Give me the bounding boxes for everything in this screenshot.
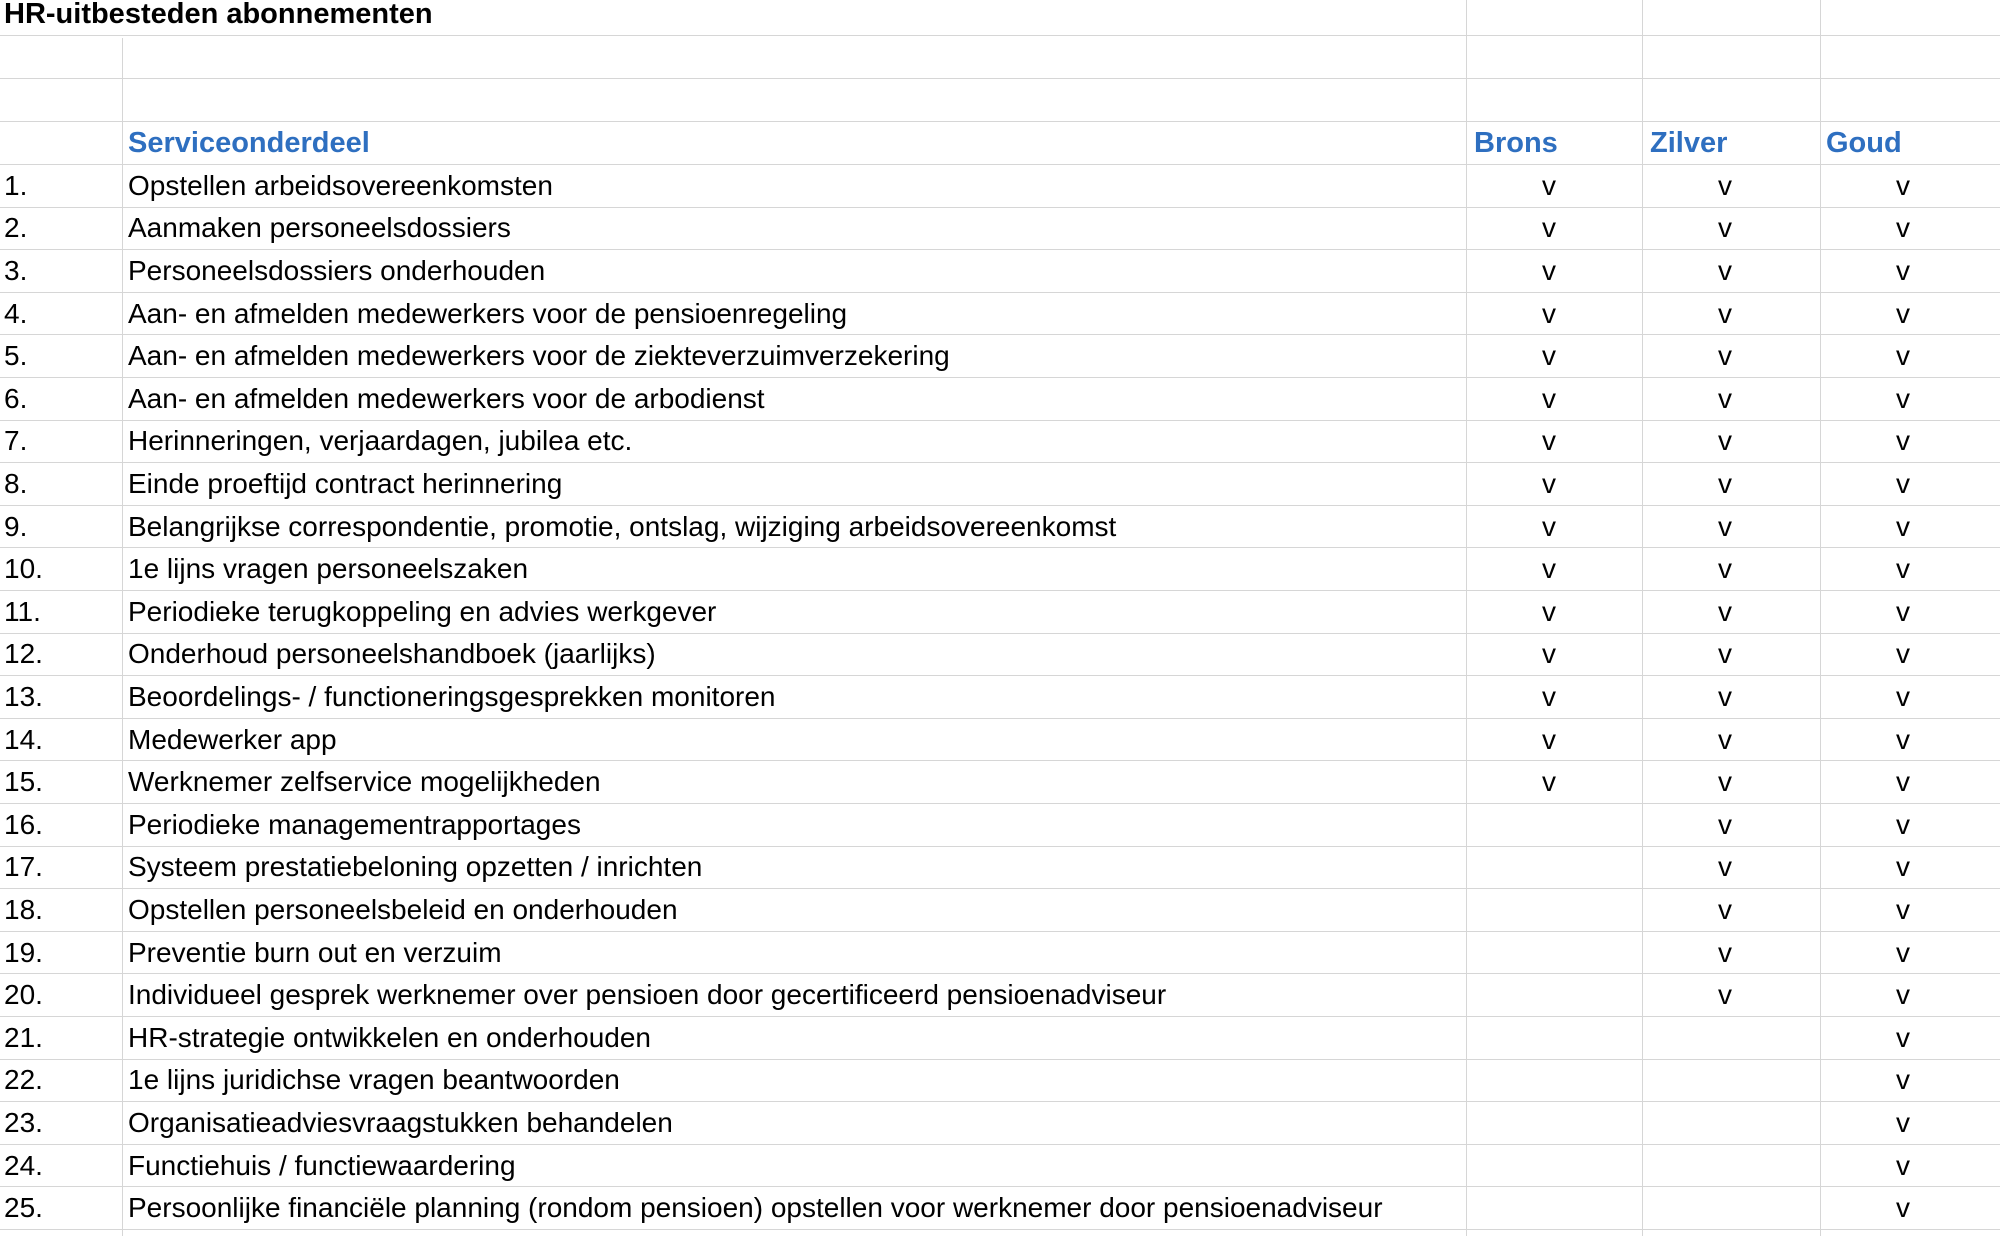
- table-row: [0, 335, 2000, 378]
- row-description[interactable]: 1e lijns juridichse vragen beantwoorden: [128, 1064, 620, 1096]
- table-row: [0, 1145, 2000, 1188]
- row-number[interactable]: 3.: [4, 254, 28, 286]
- brons-check[interactable]: v: [1542, 382, 1556, 414]
- table-row: [0, 847, 2000, 890]
- goud-check[interactable]: v: [1896, 808, 1910, 840]
- goud-check[interactable]: v: [1896, 1149, 1910, 1181]
- row-description[interactable]: Functiehuis / functiewaardering: [128, 1149, 516, 1181]
- row-description[interactable]: Systeem prestatiebeloning opzetten / inrichten: [128, 851, 703, 883]
- row-description[interactable]: Werknemer zelfservice mogelijkheden: [128, 766, 601, 798]
- brons-check[interactable]: [1468, 932, 1644, 974]
- goud-check[interactable]: v: [1896, 254, 1910, 286]
- table-row: [0, 250, 2000, 293]
- goud-check[interactable]: v: [1896, 467, 1910, 499]
- row-number[interactable]: 22.: [4, 1064, 43, 1096]
- zilver-check[interactable]: v: [1718, 254, 1732, 286]
- brons-check[interactable]: v: [1542, 638, 1556, 670]
- table-row: [0, 421, 2000, 464]
- header-goud[interactable]: Goud: [1826, 126, 1902, 159]
- goud-check[interactable]: v: [1896, 1106, 1910, 1138]
- zilver-check[interactable]: [1644, 1060, 1820, 1102]
- brons-check[interactable]: [1468, 1102, 1644, 1144]
- row-description[interactable]: Medewerker app: [128, 723, 337, 755]
- brons-check[interactable]: [1468, 1017, 1644, 1059]
- brons-check[interactable]: [1468, 1145, 1644, 1187]
- row-description[interactable]: Aanmaken personeelsdossiers: [128, 212, 511, 244]
- row-number[interactable]: 16.: [4, 808, 43, 840]
- brons-check[interactable]: v: [1542, 680, 1556, 712]
- table-row: [0, 208, 2000, 251]
- row-number[interactable]: 1.: [4, 169, 28, 201]
- zilver-check[interactable]: v: [1718, 467, 1732, 499]
- brons-check[interactable]: [1468, 889, 1644, 931]
- row-number[interactable]: 6.: [4, 382, 28, 414]
- goud-check[interactable]: v: [1896, 979, 1910, 1011]
- zilver-check[interactable]: v: [1718, 723, 1732, 755]
- sheet-title[interactable]: HR-uitbesteden abonnementen: [4, 0, 433, 30]
- zilver-check[interactable]: v: [1718, 553, 1732, 585]
- row-number[interactable]: 20.: [4, 979, 43, 1011]
- row-number[interactable]: 9.: [4, 510, 28, 542]
- table-row: [0, 1187, 2000, 1230]
- row-number[interactable]: 8.: [4, 467, 28, 499]
- table-row: [0, 293, 2000, 336]
- table-row: [0, 1102, 2000, 1145]
- goud-check[interactable]: v: [1896, 169, 1910, 201]
- row-description[interactable]: Herinneringen, verjaardagen, jubilea etc.: [128, 425, 633, 457]
- goud-check[interactable]: v: [1896, 425, 1910, 457]
- goud-check[interactable]: v: [1896, 1021, 1910, 1053]
- brons-check[interactable]: v: [1542, 723, 1556, 755]
- zilver-check[interactable]: v: [1718, 340, 1732, 372]
- zilver-check[interactable]: v: [1718, 169, 1732, 201]
- table-row: [0, 719, 2000, 762]
- table-row: [0, 506, 2000, 549]
- brons-check[interactable]: [1468, 974, 1644, 1016]
- row-number[interactable]: 12.: [4, 638, 43, 670]
- zilver-check[interactable]: v: [1718, 808, 1732, 840]
- empty-row: [0, 36, 2000, 79]
- zilver-check[interactable]: v: [1718, 425, 1732, 457]
- zilver-check[interactable]: [1644, 1187, 1820, 1229]
- zilver-check[interactable]: [1644, 1017, 1820, 1059]
- table-row: [0, 932, 2000, 975]
- goud-check[interactable]: v: [1896, 723, 1910, 755]
- brons-check[interactable]: v: [1542, 510, 1556, 542]
- row-description[interactable]: Aan- en afmelden medewerkers voor de ziekteverzuimverzekering: [128, 340, 950, 372]
- zilver-check[interactable]: v: [1718, 680, 1732, 712]
- table-row: [0, 761, 2000, 804]
- zilver-check[interactable]: v: [1718, 595, 1732, 627]
- row-description[interactable]: Beoordelings- / functioneringsgesprekken monitoren: [128, 680, 776, 712]
- row-number[interactable]: 25.: [4, 1192, 43, 1224]
- row-number[interactable]: 2.: [4, 212, 28, 244]
- table-row: [0, 378, 2000, 421]
- brons-check[interactable]: v: [1542, 425, 1556, 457]
- row-description[interactable]: Individueel gesprek werknemer over pensioen door gecertificeerd pensioenadviseur: [128, 979, 1167, 1011]
- table-row: [0, 591, 2000, 634]
- table-row: [0, 974, 2000, 1017]
- goud-check[interactable]: v: [1896, 893, 1910, 925]
- row-description[interactable]: Preventie burn out en verzuim: [128, 936, 502, 968]
- zilver-check[interactable]: v: [1718, 936, 1732, 968]
- goud-check[interactable]: v: [1896, 340, 1910, 372]
- row-number[interactable]: 14.: [4, 723, 43, 755]
- row-description[interactable]: Persoonlijke financiële planning (rondom pensioen) opstellen voor werknemer door pensioenadviseur: [128, 1192, 1383, 1224]
- header-row: [0, 122, 2000, 165]
- row-description[interactable]: Periodieke terugkoppeling en advies werkgever: [128, 595, 717, 627]
- row-number[interactable]: 13.: [4, 680, 43, 712]
- row-description[interactable]: Periodieke managementrapportages: [128, 808, 581, 840]
- row-number[interactable]: 19.: [4, 936, 43, 968]
- table-row: [0, 889, 2000, 932]
- zilver-check[interactable]: v: [1718, 297, 1732, 329]
- goud-check[interactable]: v: [1896, 1064, 1910, 1096]
- goud-check[interactable]: v: [1896, 638, 1910, 670]
- zilver-check[interactable]: v: [1718, 212, 1732, 244]
- goud-check[interactable]: v: [1896, 382, 1910, 414]
- brons-check[interactable]: [1468, 847, 1644, 889]
- brons-check[interactable]: v: [1542, 766, 1556, 798]
- table-row: [0, 676, 2000, 719]
- brons-check[interactable]: v: [1542, 467, 1556, 499]
- brons-check[interactable]: [1468, 1060, 1644, 1102]
- brons-check[interactable]: v: [1542, 297, 1556, 329]
- brons-check[interactable]: v: [1542, 254, 1556, 286]
- table-row: [0, 548, 2000, 591]
- goud-check[interactable]: v: [1896, 553, 1910, 585]
- zilver-check[interactable]: v: [1718, 638, 1732, 670]
- row-number[interactable]: 17.: [4, 851, 43, 883]
- brons-check[interactable]: v: [1542, 595, 1556, 627]
- table-row: [0, 804, 2000, 847]
- zilver-check[interactable]: v: [1718, 851, 1732, 883]
- row-number[interactable]: 11.: [4, 595, 41, 627]
- header-service[interactable]: Serviceonderdeel: [128, 126, 370, 159]
- header-brons[interactable]: Brons: [1474, 126, 1558, 159]
- brons-check[interactable]: [1468, 1187, 1644, 1229]
- table-row: [0, 165, 2000, 208]
- zilver-check[interactable]: [1644, 1102, 1820, 1144]
- row-number[interactable]: 5.: [4, 340, 28, 372]
- zilver-check[interactable]: v: [1718, 979, 1732, 1011]
- zilver-check[interactable]: v: [1718, 382, 1732, 414]
- row-number[interactable]: 7.: [4, 425, 28, 457]
- zilver-check[interactable]: v: [1718, 510, 1732, 542]
- goud-check[interactable]: v: [1896, 297, 1910, 329]
- goud-check[interactable]: v: [1896, 212, 1910, 244]
- zilver-check[interactable]: v: [1718, 893, 1732, 925]
- table-row: [0, 1017, 2000, 1060]
- title-row: [0, 0, 2000, 36]
- row-description[interactable]: Einde proeftijd contract herinnering: [128, 467, 563, 499]
- header-zilver[interactable]: Zilver: [1650, 126, 1728, 159]
- row-description[interactable]: Opstellen arbeidsovereenkomsten: [128, 169, 553, 201]
- row-number[interactable]: 24.: [4, 1149, 43, 1181]
- row-description[interactable]: HR-strategie ontwikkelen en onderhouden: [128, 1021, 651, 1053]
- table-row: [0, 634, 2000, 677]
- row-description[interactable]: Opstellen personeelsbeleid en onderhouden: [128, 893, 678, 925]
- row-description[interactable]: Onderhoud personeelshandboek (jaarlijks): [128, 638, 656, 670]
- goud-check[interactable]: v: [1896, 680, 1910, 712]
- table-row: [0, 463, 2000, 506]
- row-description[interactable]: Aan- en afmelden medewerkers voor de pensioenregeling: [128, 297, 848, 329]
- zilver-check[interactable]: [1644, 1145, 1820, 1187]
- row-description[interactable]: 1e lijns vragen personeelszaken: [128, 553, 529, 585]
- brons-check[interactable]: v: [1542, 553, 1556, 585]
- row-description[interactable]: Belangrijkse correspondentie, promotie, ontslag, wijziging arbeidsovereenkomst: [128, 510, 1117, 542]
- brons-check[interactable]: [1468, 804, 1644, 846]
- row-description[interactable]: Organisatieadviesvraagstukken behandelen: [128, 1106, 673, 1138]
- row-description[interactable]: Aan- en afmelden medewerkers voor de arbodienst: [128, 382, 765, 414]
- row-number[interactable]: 4.: [4, 297, 28, 329]
- row-number[interactable]: 10.: [4, 553, 43, 585]
- row-number[interactable]: 21.: [4, 1021, 43, 1053]
- table-row: [0, 1060, 2000, 1103]
- goud-check[interactable]: v: [1896, 851, 1910, 883]
- goud-check[interactable]: v: [1896, 936, 1910, 968]
- goud-check[interactable]: v: [1896, 510, 1910, 542]
- zilver-check[interactable]: v: [1718, 766, 1732, 798]
- row-number[interactable]: 18.: [4, 893, 43, 925]
- goud-check[interactable]: v: [1896, 1192, 1910, 1224]
- goud-check[interactable]: v: [1896, 595, 1910, 627]
- brons-check[interactable]: v: [1542, 212, 1556, 244]
- goud-check[interactable]: v: [1896, 766, 1910, 798]
- row-number[interactable]: 15.: [4, 766, 43, 798]
- empty-row: [0, 79, 2000, 122]
- row-description[interactable]: Personeelsdossiers onderhouden: [128, 254, 546, 286]
- brons-check[interactable]: v: [1542, 169, 1556, 201]
- brons-check[interactable]: v: [1542, 340, 1556, 372]
- row-number[interactable]: 23.: [4, 1106, 43, 1138]
